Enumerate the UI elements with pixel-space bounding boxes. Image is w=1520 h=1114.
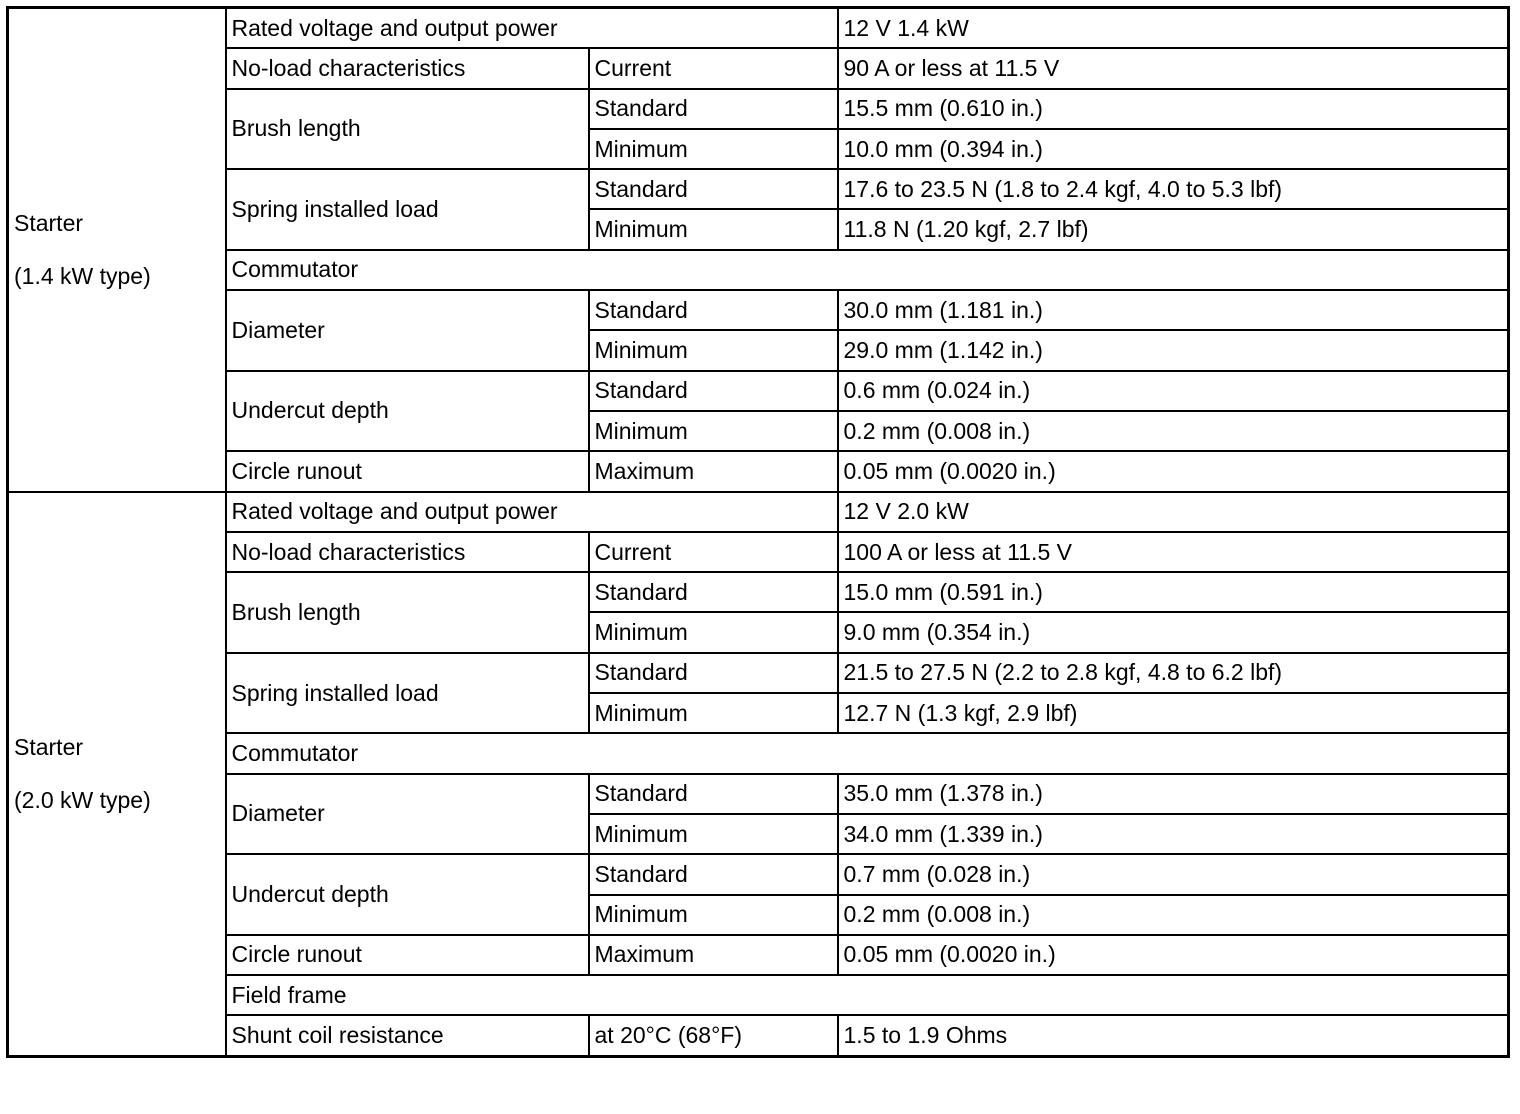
group-label-line2: (1.4 kW type) xyxy=(14,262,151,289)
row-sublabel: Minimum xyxy=(589,612,838,652)
row-value: 0.05 mm (0.0020 in.) xyxy=(838,935,1509,975)
section-heading: Field frame xyxy=(226,975,1509,1015)
table-row xyxy=(8,290,1509,330)
table-row xyxy=(8,1015,1509,1056)
group-label-line2: (2.0 kW type) xyxy=(14,786,151,813)
row-value: 1.5 to 1.9 Ohms xyxy=(838,1015,1509,1056)
row-sublabel: Minimum xyxy=(589,814,838,854)
row-sublabel: Standard xyxy=(589,371,838,411)
row-sublabel: Current xyxy=(589,532,838,572)
row-sublabel: Standard xyxy=(589,774,838,814)
row-value: 0.2 mm (0.008 in.) xyxy=(838,411,1509,451)
row-sublabel: Minimum xyxy=(589,330,838,370)
row-label: Rated voltage and output power xyxy=(226,492,838,532)
row-label: Rated voltage and output power xyxy=(226,8,838,49)
table-row xyxy=(8,371,1509,411)
row-value: 12 V 2.0 kW xyxy=(838,492,1509,532)
table-row xyxy=(8,975,1509,1015)
row-label: Undercut depth xyxy=(226,371,589,452)
row-sublabel: at 20°C (68°F) xyxy=(589,1015,838,1056)
row-label: Diameter xyxy=(226,290,589,371)
table-row xyxy=(8,935,1509,975)
row-sublabel: Standard xyxy=(589,854,838,894)
section-heading: Commutator xyxy=(226,250,1509,290)
row-value: 100 A or less at 11.5 V xyxy=(838,532,1509,572)
row-sublabel: Minimum xyxy=(589,209,838,249)
row-value: 9.0 mm (0.354 in.) xyxy=(838,612,1509,652)
row-sublabel: Minimum xyxy=(589,411,838,451)
row-sublabel: Standard xyxy=(589,89,838,129)
row-value: 90 A or less at 11.5 V xyxy=(838,48,1509,88)
row-value: 0.2 mm (0.008 in.) xyxy=(838,895,1509,935)
row-label: Circle runout xyxy=(226,935,589,975)
row-sublabel: Minimum xyxy=(589,129,838,169)
table-row xyxy=(8,492,1509,532)
table-row xyxy=(8,572,1509,612)
row-sublabel: Standard xyxy=(589,169,838,209)
row-sublabel: Standard xyxy=(589,653,838,693)
group-label-line1: Starter xyxy=(14,209,84,236)
row-sublabel: Standard xyxy=(589,290,838,330)
row-value: 10.0 mm (0.394 in.) xyxy=(838,129,1509,169)
table-row xyxy=(8,854,1509,894)
row-label: Spring installed load xyxy=(226,169,589,250)
table-row xyxy=(8,250,1509,290)
row-value: 35.0 mm (1.378 in.) xyxy=(838,774,1509,814)
table-row xyxy=(8,8,1509,49)
row-value: 15.0 mm (0.591 in.) xyxy=(838,572,1509,612)
row-value: 0.6 mm (0.024 in.) xyxy=(838,371,1509,411)
row-sublabel: Current xyxy=(589,48,838,88)
table-row xyxy=(8,451,1509,491)
row-value: 11.8 N (1.20 kgf, 2.7 lbf) xyxy=(838,209,1509,249)
row-label: Shunt coil resistance xyxy=(226,1015,589,1056)
row-value: 12 V 1.4 kW xyxy=(838,8,1509,49)
row-sublabel: Minimum xyxy=(589,693,838,733)
row-value: 21.5 to 27.5 N (2.2 to 2.8 kgf, 4.8 to 6.2 lbf) xyxy=(838,653,1509,693)
row-value: 0.05 mm (0.0020 in.) xyxy=(838,451,1509,491)
row-value: 34.0 mm (1.339 in.) xyxy=(838,814,1509,854)
row-label: No-load characteristics xyxy=(226,48,589,88)
row-value: 15.5 mm (0.610 in.) xyxy=(838,89,1509,129)
table-row xyxy=(8,169,1509,209)
row-sublabel: Maximum xyxy=(589,935,838,975)
table-row xyxy=(8,48,1509,88)
group-label-cell xyxy=(8,8,226,492)
row-label: Diameter xyxy=(226,774,589,855)
row-label: Brush length xyxy=(226,89,589,170)
group-label-line1: Starter xyxy=(14,733,84,760)
row-label: Spring installed load xyxy=(226,653,589,734)
row-value: 30.0 mm (1.181 in.) xyxy=(838,290,1509,330)
table-row xyxy=(8,89,1509,129)
row-label: Brush length xyxy=(226,572,589,653)
table-row xyxy=(8,733,1509,773)
group-label-cell xyxy=(8,492,226,1057)
table-row xyxy=(8,774,1509,814)
row-value: 17.6 to 23.5 N (1.8 to 2.4 kgf, 4.0 to 5.3 lbf) xyxy=(838,169,1509,209)
table-row xyxy=(8,653,1509,693)
row-value: 0.7 mm (0.028 in.) xyxy=(838,854,1509,894)
row-value: 29.0 mm (1.142 in.) xyxy=(838,330,1509,370)
row-value: 12.7 N (1.3 kgf, 2.9 lbf) xyxy=(838,693,1509,733)
table-row xyxy=(8,532,1509,572)
row-sublabel: Maximum xyxy=(589,451,838,491)
row-sublabel: Standard xyxy=(589,572,838,612)
row-label: No-load characteristics xyxy=(226,532,589,572)
row-sublabel: Minimum xyxy=(589,895,838,935)
starter-spec-table xyxy=(6,6,1510,1058)
section-heading: Commutator xyxy=(226,733,1509,773)
row-label: Undercut depth xyxy=(226,854,589,935)
row-label: Circle runout xyxy=(226,451,589,491)
